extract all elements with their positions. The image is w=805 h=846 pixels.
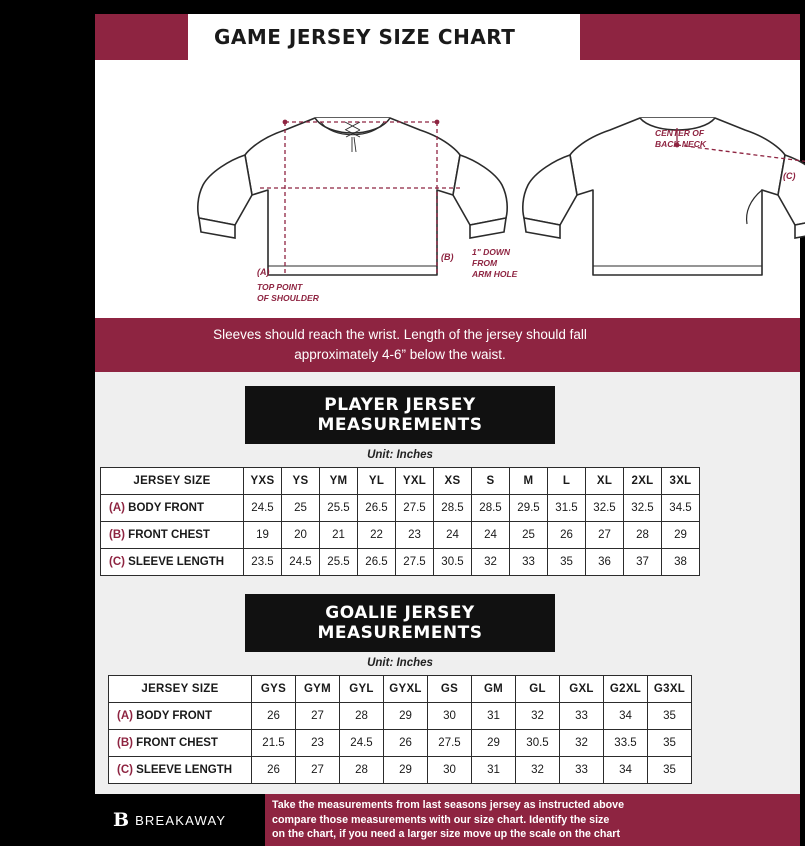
goalie-size-col: GM [472,676,516,703]
cell: 34 [604,757,648,784]
player-size-col: YXS [244,468,282,495]
cell: 23 [396,522,434,549]
front-jersey-drawing [198,118,507,275]
player-size-col: YS [282,468,320,495]
cell: 31 [472,703,516,730]
goalie-size-col: GYXL [384,676,428,703]
cell: 30 [428,703,472,730]
logo-letter: B [126,89,164,140]
player-section [0,372,800,586]
player-size-col: YL [358,468,396,495]
goalie-section-title: GOALIE JERSEY MEASUREMENTS [245,594,555,652]
cell: 27 [296,703,340,730]
cell: 24.5 [244,495,282,522]
header-black-left [0,14,95,60]
table-row [101,549,700,576]
goalie-size-col: G3XL [648,676,692,703]
row-name: SLEEVE LENGTH [128,556,225,568]
label-a-caption-1: TOP POINT [257,282,303,292]
label-c-tag: (C) [783,171,796,181]
page-title-box [188,14,580,60]
footer-note-line-3: on the chart, if you need a larger size move up the scale on the chart [272,828,621,840]
goalie-size-col: GYL [340,676,384,703]
cell: 23.5 [244,549,282,576]
table-row [109,730,692,757]
row-tag: (A) [117,710,133,722]
player-row-label [101,495,244,522]
brand-logo [105,84,185,146]
header-bar [0,14,800,60]
cell: 35 [548,549,586,576]
table-row [101,522,700,549]
cell: 36 [586,549,624,576]
row-tag: (B) [117,737,133,749]
player-size-col: XS [434,468,472,495]
goalie-unit-label: Unit: Inches [367,657,433,669]
cell: 29 [662,522,700,549]
table-row [109,757,692,784]
cell: 29 [384,757,428,784]
fit-banner-text [213,325,587,365]
player-unit-label: Unit: Inches [367,449,433,461]
cell: 23 [296,730,340,757]
cell: 32 [472,549,510,576]
cell: 20 [282,522,320,549]
cell: 19 [244,522,282,549]
label-a-tag: (A) [257,267,270,277]
row-name: BODY FRONT [128,502,204,514]
goalie-row-label [109,757,252,784]
cell: 27.5 [428,730,472,757]
cell: 22 [358,522,396,549]
cell: 21 [320,522,358,549]
fit-banner [0,318,800,372]
row-tag: (A) [109,502,125,514]
table-header-row [101,468,700,495]
cell: 28.5 [434,495,472,522]
goalie-size-col: G2XL [604,676,648,703]
footer-brand [95,794,265,846]
cell: 30.5 [516,730,560,757]
cell: 34 [604,703,648,730]
cell: 25 [282,495,320,522]
player-size-col: XL [586,468,624,495]
player-row-label [101,549,244,576]
footer-note-line-1: Take the measurements from last seasons jersey as instructed above [272,799,625,811]
player-header-jersey-size: JERSEY SIZE [101,468,244,495]
row-name: FRONT CHEST [128,529,210,541]
fit-banner-line-2: approximately 4-6” below the waist. [294,347,506,362]
row-name: BODY FRONT [136,710,212,722]
jersey-diagram-area [0,60,800,318]
footer-black-left [0,794,95,846]
player-size-col: YM [320,468,358,495]
player-table-wrap [0,467,800,586]
goalie-section [0,586,800,794]
cell: 24 [472,522,510,549]
cell: 29 [384,703,428,730]
cell: 33 [560,703,604,730]
label-a-caption-2: OF SHOULDER [257,293,319,303]
goalie-size-col: GYS [252,676,296,703]
player-size-col: L [548,468,586,495]
goalie-size-col: GL [516,676,560,703]
footer-instructions [272,798,696,842]
label-b-tag: (B) [441,252,454,262]
cell: 27 [586,522,624,549]
cell: 35 [648,730,692,757]
player-size-col: YXL [396,468,434,495]
cell: 28.5 [472,495,510,522]
cell: 26.5 [358,549,396,576]
fit-banner-line-1: Sleeves should reach the wrist. Length of the jersey should fall [213,327,587,342]
cell: 37 [624,549,662,576]
row-tag: (B) [109,529,125,541]
cell: 33 [510,549,548,576]
label-b-caption-3: ARM HOLE [472,269,518,279]
cell: 24 [434,522,472,549]
row-name: SLEEVE LENGTH [136,764,233,776]
cell: 26 [252,703,296,730]
cell: 33.5 [604,730,648,757]
cell: 25 [510,522,548,549]
table-header-row [109,676,692,703]
player-section-title: PLAYER JERSEY MEASUREMENTS [245,386,555,444]
player-size-col: S [472,468,510,495]
goalie-row-label [109,730,252,757]
player-size-col: M [510,468,548,495]
jersey-illustrations [185,60,805,318]
table-row [109,703,692,730]
cell: 27.5 [396,549,434,576]
label-b-caption-2: FROM [472,258,498,268]
brand-mark-icon: B [113,809,130,831]
brand-name: BREAKAWAY [135,812,227,828]
back-caption-1: CENTER OF [655,128,705,138]
cell: 21.5 [252,730,296,757]
cell: 26 [384,730,428,757]
player-size-col: 2XL [624,468,662,495]
goalie-size-col: GXL [560,676,604,703]
player-measurements-table [100,467,700,576]
cell: 31 [472,757,516,784]
cell: 28 [340,757,384,784]
cell: 29.5 [510,495,548,522]
cell: 33 [560,757,604,784]
player-row-label [101,522,244,549]
player-size-col: 3XL [662,468,700,495]
row-tag: (C) [109,556,125,568]
cell: 32 [516,757,560,784]
cell: 32 [516,703,560,730]
footer-bar [0,794,800,846]
label-b-caption-1: 1" DOWN [472,247,511,257]
cell: 32 [560,730,604,757]
goalie-row-label [109,703,252,730]
cell: 28 [340,703,384,730]
cell: 30.5 [434,549,472,576]
cell: 35 [648,703,692,730]
cell: 31.5 [548,495,586,522]
row-tag: (C) [117,764,133,776]
cell: 28 [624,522,662,549]
cell: 27.5 [396,495,434,522]
goalie-size-col: GYM [296,676,340,703]
page-title: GAME JERSEY SIZE CHART [214,25,516,49]
goalie-table-wrap [0,675,800,794]
cell: 32.5 [624,495,662,522]
cell: 32.5 [586,495,624,522]
diagram-black-left [0,60,95,318]
cell: 24.5 [282,549,320,576]
cell: 38 [662,549,700,576]
cell: 24.5 [340,730,384,757]
cell: 30 [428,757,472,784]
footer-note-line-2: compare those measurements with our size chart. Identify the size [272,813,610,826]
size-chart-sheet [0,14,800,840]
cell: 25.5 [320,549,358,576]
goalie-measurements-table [108,675,692,784]
cell: 34.5 [662,495,700,522]
goalie-header-jersey-size: JERSEY SIZE [109,676,252,703]
goalie-size-col: GS [428,676,472,703]
cell: 25.5 [320,495,358,522]
cell: 29 [472,730,516,757]
cell: 26 [548,522,586,549]
back-caption-2: BACK NECK [655,139,706,149]
table-row [101,495,700,522]
cell: 26.5 [358,495,396,522]
cell: 27 [296,757,340,784]
cell: 26 [252,757,296,784]
row-name: FRONT CHEST [136,737,218,749]
banner-black-left [0,318,95,372]
cell: 35 [648,757,692,784]
